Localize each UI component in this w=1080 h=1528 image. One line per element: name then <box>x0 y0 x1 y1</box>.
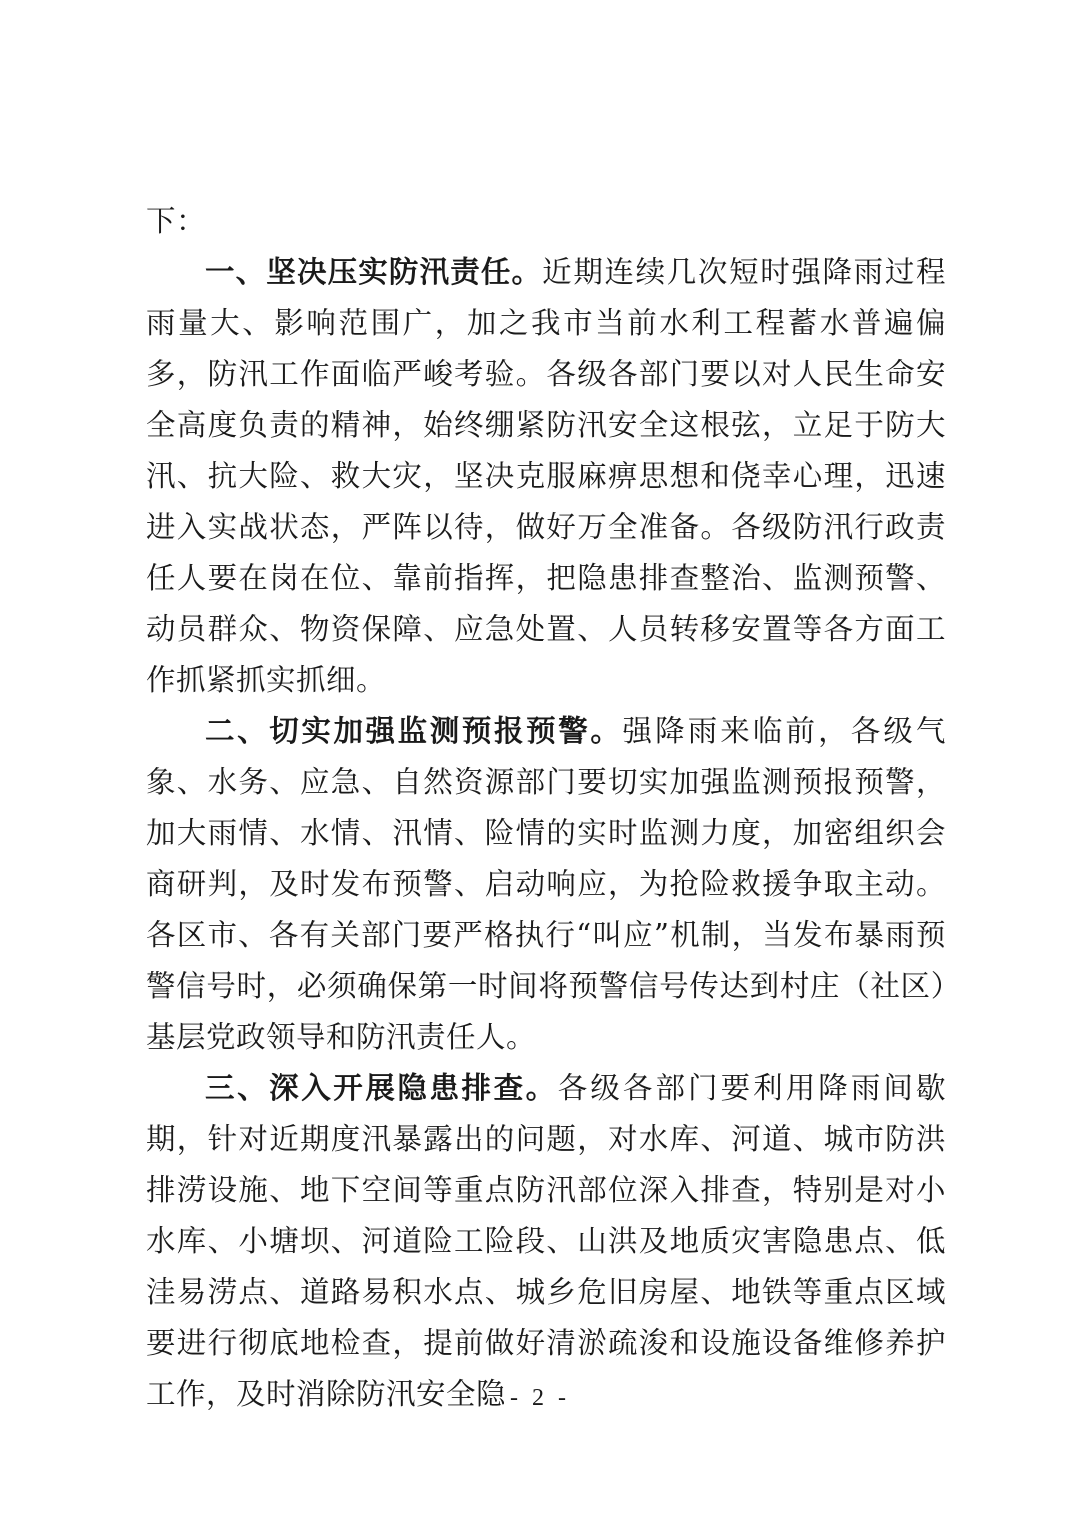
section-3-text: 各级各部门要利用降雨间歇期，针对近期度汛暴露出的问题，对水库、河道、城市防洪排涝设施、地下空间等重点防汛部位深入排查，特别是对小水库、小塘坝、河道险工险段、山洪及地质灾害隐患点、低洼易涝点、道路易积水点、城乡危旧房屋、地铁等重点区域要进行彻底地检查，提前做好清淤疏浚和设施设备维修养护工作，及时消除防汛安全隐 <box>146 1071 946 1411</box>
document-body <box>146 196 946 1420</box>
section-1-heading: 一、坚决压实防汛责任。 <box>205 255 543 289</box>
section-3-paragraph <box>146 1063 946 1420</box>
lead-in-text: 下： <box>146 204 207 238</box>
page-number: - 2 - <box>510 1385 570 1411</box>
section-2-paragraph <box>146 706 946 1063</box>
section-2-text: 强降雨来临前，各级气象、水务、应急、自然资源部门要切实加强监测预报预警，加大雨情、水情、汛情、险情的实时监测力度，加密组织会商研判，及时发布预警、启动响应，为抢险救援争取主动。各区市、各有关部门要严格执行“叫应”机制，当发布暴雨预警信号时，必须确保第一时间将预警信号传达到村庄（社区）基层党政领导和防汛责任人。 <box>146 714 946 1054</box>
section-1-text: 近期连续几次短时强降雨过程雨量大、影响范围广，加之我市当前水利工程蓄水普遍偏多，防汛工作面临严峻考验。各级各部门要以对人民生命安全高度负责的精神，始终绷紧防汛安全这根弦，立足于防大汛、抗大险、救大灾，坚决克服麻痹思想和侥幸心理，迅速进入实战状态，严阵以待，做好万全准备。各级防汛行政责任人要在岗在位、靠前指挥，把隐患排查整治、监测预警、动员群众、物资保障、应急处置、人员转移安置等各方面工作抓紧抓实抓细。 <box>146 255 946 697</box>
section-2-heading: 二、切实加强监测预报预警。 <box>205 714 623 748</box>
section-3-heading: 三、深入开展隐患排查。 <box>205 1071 558 1105</box>
section-1-paragraph <box>146 247 946 706</box>
